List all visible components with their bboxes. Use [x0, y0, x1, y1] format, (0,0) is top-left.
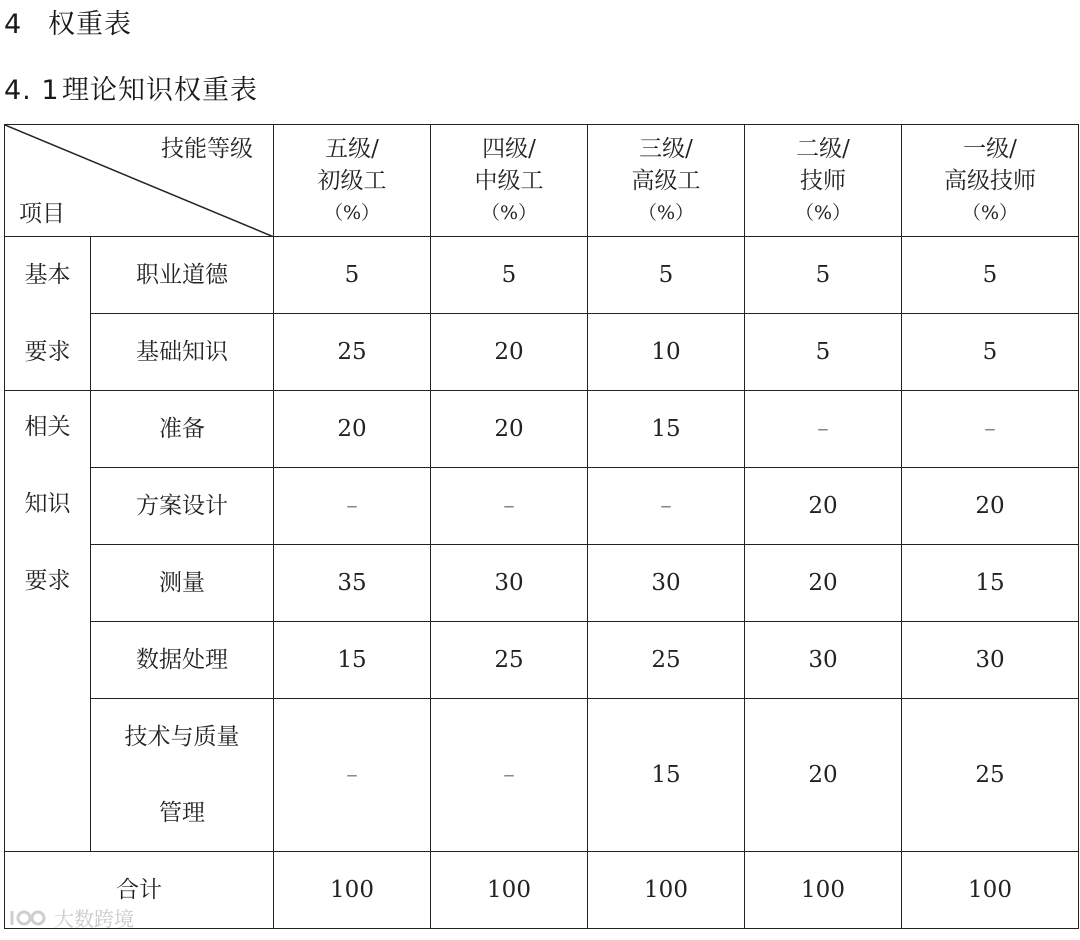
- watermark-text: 大数跨境: [54, 907, 134, 931]
- row-label: 职业道德: [91, 237, 274, 314]
- level-name: 四级/: [482, 135, 536, 162]
- row-label: 基础知识: [91, 314, 274, 391]
- group-label-line: 知识: [24, 491, 71, 517]
- level-name: 二级/: [796, 135, 850, 162]
- total-cell: 100: [431, 852, 588, 929]
- table-cell: –: [274, 468, 431, 545]
- table-cell: –: [902, 391, 1079, 468]
- row-label: [91, 699, 274, 852]
- row-label: 准备: [91, 391, 274, 468]
- row-label: 方案设计: [91, 468, 274, 545]
- corner-skill-level-label: 技能等级: [161, 136, 253, 162]
- level-title: 技师: [800, 167, 846, 194]
- group-basic-requirements: [5, 237, 91, 391]
- table-row: [5, 391, 1079, 468]
- table-cell: 5: [588, 237, 745, 314]
- table-cell: 15: [588, 699, 745, 852]
- level-unit: （%）: [794, 201, 852, 224]
- table-cell: –: [274, 699, 431, 852]
- table-cell: 20: [431, 314, 588, 391]
- table-cell: 5: [274, 237, 431, 314]
- level-title: 中级工: [474, 167, 544, 194]
- table-cell: 25: [588, 622, 745, 699]
- table-cell: 5: [431, 237, 588, 314]
- table-cell: 20: [745, 545, 902, 622]
- total-cell: 100: [588, 852, 745, 929]
- total-cell: 100: [902, 852, 1079, 929]
- table-cell: 5: [745, 314, 902, 391]
- table-cell: 15: [274, 622, 431, 699]
- table-cell: 15: [588, 391, 745, 468]
- level-header-2: [745, 125, 902, 237]
- watermark-logo-icon: [8, 907, 48, 929]
- level-header-3: [588, 125, 745, 237]
- table-cell: 20: [274, 391, 431, 468]
- watermark: [8, 903, 134, 932]
- level-header-4: [431, 125, 588, 237]
- table-cell: 30: [431, 545, 588, 622]
- section-title: 权重表: [48, 9, 132, 40]
- table-cell: –: [431, 468, 588, 545]
- level-title: 高级技师: [944, 167, 1036, 194]
- table-cell: 30: [588, 545, 745, 622]
- row-label-line: 管理: [159, 800, 205, 826]
- table-cell: 35: [274, 545, 431, 622]
- table-cell: 30: [902, 622, 1079, 699]
- table-cell: –: [745, 391, 902, 468]
- weight-table: [4, 124, 1079, 929]
- level-header-1: [902, 125, 1079, 237]
- group-label-line: 要求: [24, 568, 71, 594]
- corner-header-cell: [5, 125, 274, 237]
- table-cell: –: [588, 468, 745, 545]
- table-row: [5, 622, 1079, 699]
- subsection-heading: [4, 68, 258, 107]
- table-cell: 10: [588, 314, 745, 391]
- subsection-title: 理论知识权重表: [62, 75, 258, 106]
- table-cell: –: [431, 699, 588, 852]
- level-unit: （%）: [637, 201, 695, 224]
- table-row: [5, 545, 1079, 622]
- level-unit: （%）: [480, 201, 538, 224]
- group-related-knowledge: [5, 391, 91, 852]
- table-cell: 25: [274, 314, 431, 391]
- table-cell: 25: [902, 699, 1079, 852]
- row-label: 数据处理: [91, 622, 274, 699]
- section-heading: [4, 2, 132, 41]
- level-name: 三级/: [639, 135, 693, 162]
- level-title: 初级工: [317, 167, 387, 194]
- level-name: 一级/: [963, 135, 1017, 162]
- table-cell: 30: [745, 622, 902, 699]
- total-cell: 100: [745, 852, 902, 929]
- table-cell: 20: [745, 699, 902, 852]
- corner-item-label: 项目: [19, 201, 65, 227]
- subsection-number: 4. 1: [4, 75, 60, 106]
- group-label-line: 要求: [24, 339, 71, 365]
- table-cell: 5: [745, 237, 902, 314]
- level-name: 五级/: [325, 135, 379, 162]
- table-cell: 20: [745, 468, 902, 545]
- header-row: [5, 125, 1079, 237]
- table-row: [5, 699, 1079, 852]
- table-cell: 20: [902, 468, 1079, 545]
- level-unit: （%）: [961, 201, 1019, 224]
- level-title: 高级工: [631, 167, 701, 194]
- table-row: [5, 314, 1079, 391]
- table-cell: 20: [431, 391, 588, 468]
- total-cell: 100: [274, 852, 431, 929]
- row-label-line: 技术与质量: [124, 724, 240, 750]
- table-row: [5, 237, 1079, 314]
- table-cell: 25: [431, 622, 588, 699]
- table-cell: 5: [902, 237, 1079, 314]
- group-label-line: 基本: [24, 262, 71, 288]
- table-row: [5, 468, 1079, 545]
- total-label: 合计: [5, 852, 274, 929]
- row-label: 测量: [91, 545, 274, 622]
- table-cell: 15: [902, 545, 1079, 622]
- total-row: [5, 852, 1079, 929]
- table-cell: 5: [902, 314, 1079, 391]
- group-label-line: 相关: [24, 414, 71, 440]
- level-unit: （%）: [323, 201, 381, 224]
- section-number: 4: [4, 9, 23, 40]
- level-header-5: [274, 125, 431, 237]
